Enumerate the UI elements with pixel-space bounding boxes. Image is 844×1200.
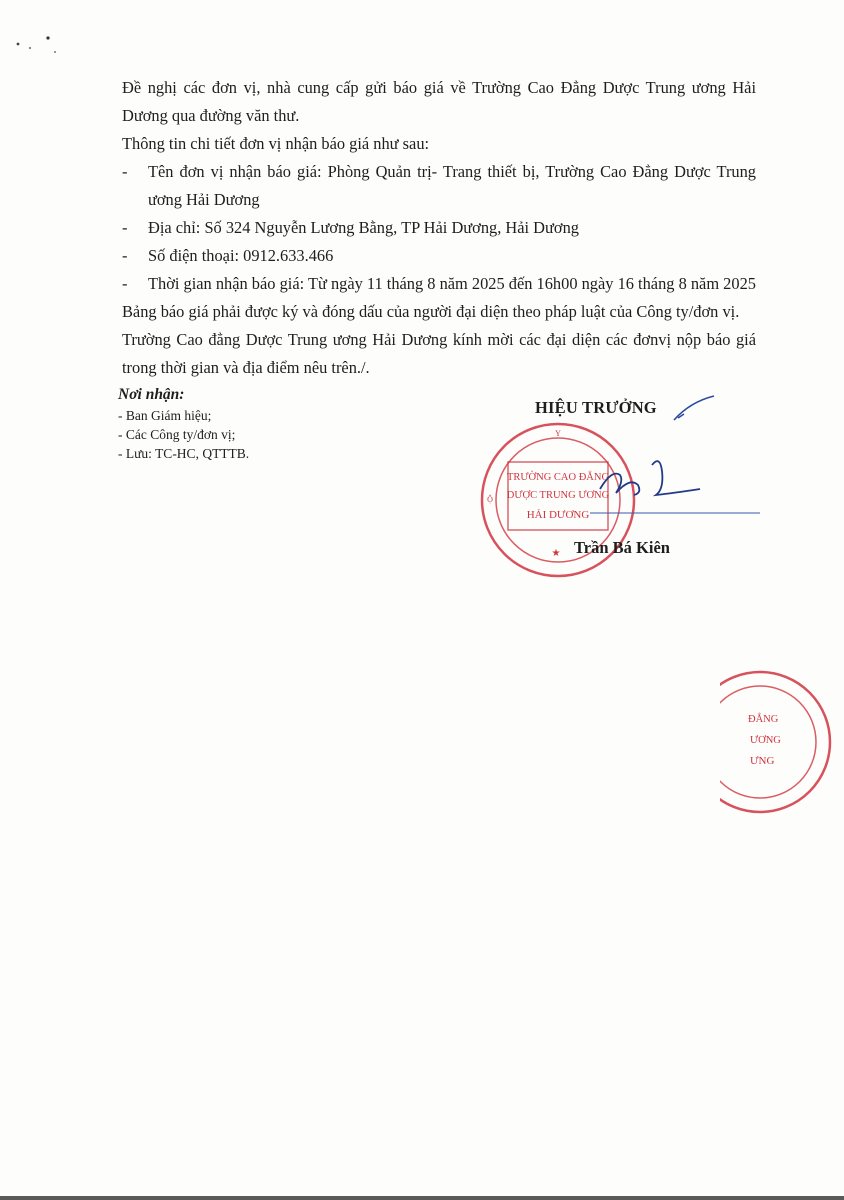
pen-stroke [670,392,718,426]
list-item: - Số điện thoại: 0912.633.466 [122,242,756,270]
signatory-title: HIỆU TRƯỞNG [535,398,657,417]
paragraph-2: Thông tin chi tiết đơn vị nhận báo giá như sau: [122,134,430,153]
list-item: - Địa chỉ: Số 324 Nguyễn Lương Bằng, TP Hải Dương, Hải Dương [122,214,756,242]
svg-text:Y: Y [555,429,561,438]
recipients-title: Nơi nhận: [118,386,185,403]
handwritten-signature [590,455,770,525]
partial-seal [720,668,844,818]
paragraph-4: Trường Cao đẳng Dược Trung ương Hải Dương kính mời các đại diện các đơnvị nộp báo giá trong thời gian và địa điểm nêu trên./. [122,330,756,377]
list-item: - Thời gian nhận báo giá: Từ ngày 11 tháng 8 năm 2025 đến 16h00 ngày 16 tháng 8 năm 2025 [122,270,756,298]
partial-seal-line-1: ĐẲNG [748,714,779,725]
partial-seal-line-2: ƯƠNG [750,735,781,746]
recipient-item: - Ban Giám hiệu; [118,408,212,423]
partial-seal-line-3: ƯNG [750,755,775,767]
paragraph-1: Đề nghị các đơn vị, nhà cung cấp gửi báo giá về Trường Cao Đẳng Dược Trung ương Hải Dương qua đường văn thư. [122,78,756,125]
page-bottom-edge [0,1196,844,1200]
paragraph-3: Bảng báo giá phải được ký và đóng dấu của người đại diện theo pháp luật của Công ty/đơn vị. [122,302,740,321]
list-item: - Tên đơn vị nhận báo giá: Phòng Quản trị- Trang thiết bị, Trường Cao Đẳng Dược Trung ương Hải Dương [122,158,756,214]
document-body [122,74,756,382]
recipients-block [118,385,249,463]
recipient-item: - Lưu: TC-HC, QTTTB. [118,446,250,461]
svg-text:★: ★ [551,548,561,559]
seal-line-1: TRƯỜNG CAO ĐẲNG [506,472,610,483]
seal-line-3: HẢI DƯƠNG [526,509,590,521]
recipient-item: - Các Công ty/đơn vị; [118,427,236,442]
svg-text:Ộ: Ộ [487,495,493,504]
info-list [122,158,756,298]
signatory-name: Trần Bá Kiên [574,538,670,557]
seal-line-2: DƯỢC TRUNG ƯƠNG [506,490,610,501]
scan-artifact [10,28,60,58]
